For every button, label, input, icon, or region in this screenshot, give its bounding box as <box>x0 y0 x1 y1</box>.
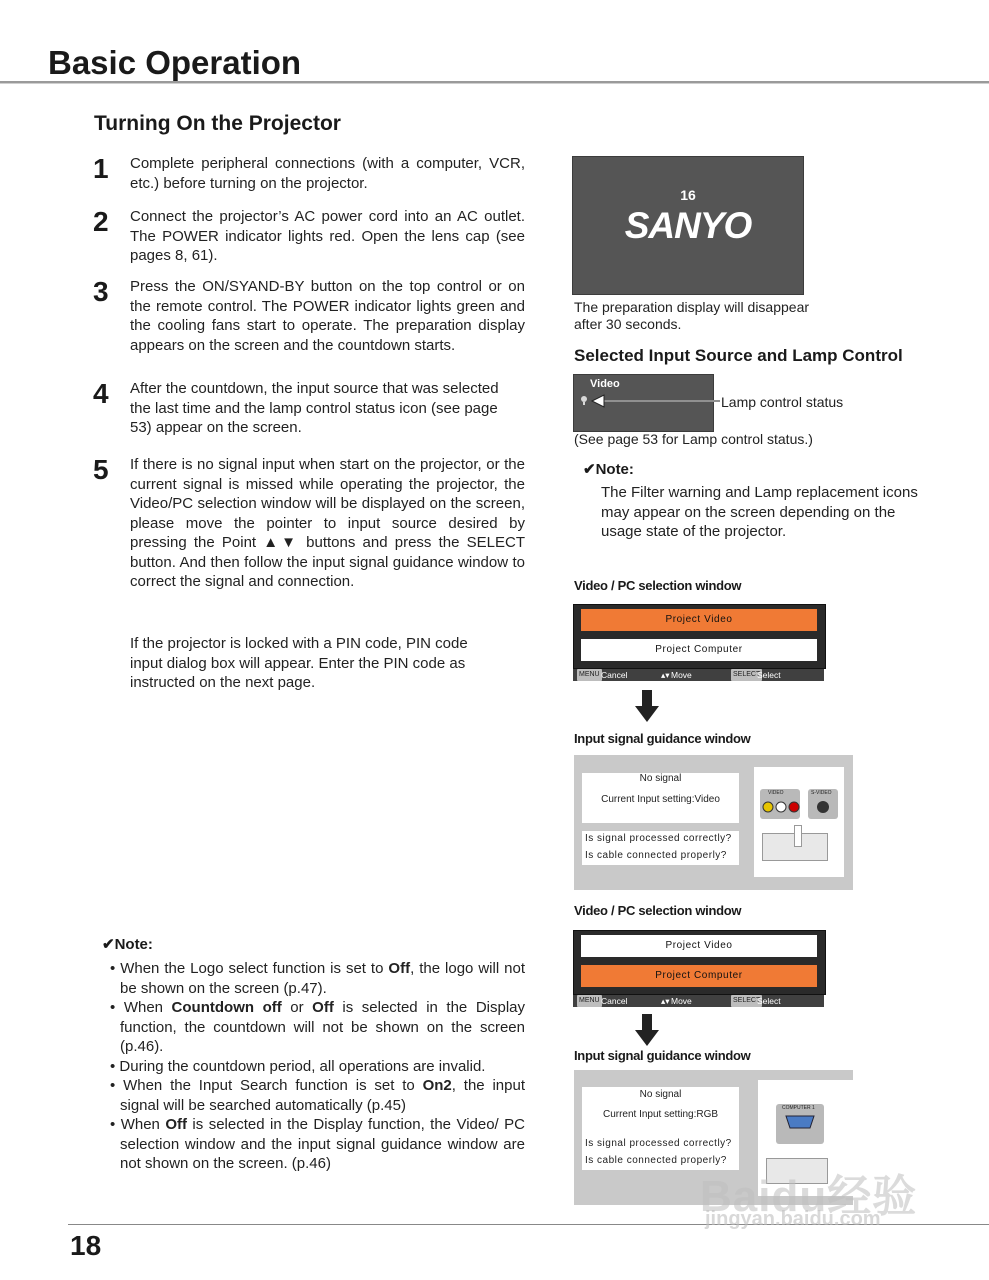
option-project-computer[interactable]: Project Computer <box>581 639 817 661</box>
cancel-hint-2: Cancel <box>601 996 628 1006</box>
av-jack-icon <box>762 799 838 815</box>
svideo-port-label: S-VIDEO <box>811 790 832 796</box>
input-signal-guidance-window-1 <box>574 755 853 890</box>
sanyo-logo: SANYO <box>624 205 752 246</box>
lamp-page-reference: (See page 53 for Lamp control status.) <box>574 431 813 447</box>
note-body-right: The Filter warning and Lamp replacement icons may appear on the screen depending on the usage state of the projector. <box>601 484 918 540</box>
no-signal-text-2: No signal <box>639 1089 682 1100</box>
step-text-4: After the countdown, the input source that was selected the last time and the lamp control status icon (see page 53) appear on the screen. <box>130 380 499 436</box>
input-source-label: Video <box>590 378 620 390</box>
section-title: Turning On the Projector <box>94 112 341 135</box>
updown-icon-2: ▴▾ <box>661 996 670 1006</box>
updown-icon: ▴▾ <box>661 670 670 680</box>
signal-question-box <box>582 831 739 865</box>
menu-key: MENU <box>577 669 602 681</box>
move-hint-2: Move <box>671 996 692 1006</box>
video-pc-selection-window-1 <box>573 604 826 669</box>
note-item-4: • When the Input Search function is set to On2, the input signal will be searched automatically (p.45) <box>110 1077 525 1114</box>
select-hint: Select <box>757 670 781 680</box>
note-item-1: • When the Logo select function is set to Off, the logo will not be shown on the screen (p.47). <box>110 960 525 997</box>
guidance-window-label-1: Input signal guidance window <box>574 731 751 746</box>
select-key-2: SELECT <box>731 995 762 1007</box>
cancel-hint: Cancel <box>601 670 628 680</box>
callout-arrow-icon <box>590 393 722 409</box>
step-number-5: 5 <box>93 454 109 485</box>
baidu-watermark: Baidu经验 <box>700 1172 918 1221</box>
note-item-5: • When Off is selected in the Display function, the Video/ PC selection window and the input signal guidance window are not shown on the screen. (p.46) <box>110 1116 526 1172</box>
question-signal: Is signal processed correctly? <box>585 833 732 844</box>
select-key: SELECT <box>731 669 762 681</box>
current-input-text-2: Current Input setting:RGB <box>602 1109 719 1120</box>
step-number-3: 3 <box>93 276 109 307</box>
lamp-callout-label: Lamp control status <box>721 394 844 410</box>
computer-port-label: COMPUTER 1 <box>782 1105 815 1111</box>
step-text-3: Press the ON/SYAND-BY button on the top control or on the remote control. The POWER indicator lights green and the cooling fans start to operate. The preparation display appears on the screen and the countdown starts. <box>130 278 525 354</box>
step-number-4: 4 <box>93 378 109 409</box>
guidance-window-label-2: Input signal guidance window <box>574 1048 751 1063</box>
signal-status-box-2 <box>582 1087 739 1137</box>
note-heading-right: ✔Note: <box>583 461 634 478</box>
video-connector-illustration <box>754 767 844 877</box>
note-item-3: • During the countdown period, all operations are invalid. <box>110 1057 486 1075</box>
header-rule <box>0 81 989 84</box>
selection-window-label-1: Video / PC selection window <box>574 578 742 593</box>
page-title: Basic Operation <box>48 44 302 81</box>
step-text-5: If there is no signal input when start on the projector, or the current signal is missed while operating the projector, the Video/PC selection window will be displayed on the screen, please move the pointer to input source desired by pressing the Point ▲▼ buttons and press the SELECT button. And then follow the input signal guidance window to correct the signal and connection. <box>130 456 525 590</box>
selection-window-label-2: Video / PC selection window <box>574 903 742 918</box>
countdown-number: 16 <box>680 187 696 203</box>
question-cable-2: Is cable connected properly? <box>585 1155 727 1166</box>
video-pc-selection-window-2 <box>573 930 826 995</box>
step-text-1: Complete peripheral connections (with a computer, VCR, etc.) before turning on the projector. <box>130 155 525 192</box>
menu-key-2: MENU <box>577 995 602 1007</box>
step-text-2: Connect the projector’s AC power cord into an AC outlet. The POWER indicator lights red. Open the lens cap (see pages 8, 61). <box>130 208 525 264</box>
select-hint-2: Select <box>757 996 781 1006</box>
step-number-2: 2 <box>93 206 109 237</box>
option-project-computer-2[interactable]: Project Computer <box>581 965 817 987</box>
option-project-video[interactable]: Project Video <box>581 609 817 631</box>
no-signal-text: No signal <box>639 773 682 784</box>
arrow-down-icon <box>634 690 660 724</box>
note-item-2: • When Countdown off or Off is selected in the Display function, the countdown will not be shown on the screen (p.46). <box>110 999 525 1055</box>
move-hint: Move <box>671 670 692 680</box>
step-number-1: 1 <box>93 153 109 184</box>
selection-window-bar-2 <box>573 995 824 1007</box>
step-text-5-pin: If the projector is locked with a PIN code, PIN code input dialog box will appear. Enter the PIN code as instructed on the next page. <box>130 635 468 691</box>
question-signal-2: Is signal processed correctly? <box>585 1138 732 1149</box>
note-heading-left: ✔Note: <box>102 936 153 953</box>
page-number: 18 <box>70 1230 102 1261</box>
arrow-down-icon <box>634 1014 660 1048</box>
signal-status-box <box>582 773 739 823</box>
baidu-watermark-url: jingyan.baidu.com <box>705 1208 881 1230</box>
selection-window-bar-1 <box>573 669 824 681</box>
preparation-display <box>572 156 804 295</box>
input-source-title: Selected Input Source and Lamp Control <box>574 346 903 365</box>
option-project-video-2[interactable]: Project Video <box>581 935 817 957</box>
question-cable: Is cable connected properly? <box>585 850 727 861</box>
note-list <box>110 959 525 1174</box>
vga-port-icon <box>784 1114 816 1130</box>
current-input-text: Current Input setting:Video <box>601 794 720 805</box>
video-port-label: VIDEO <box>768 790 784 796</box>
preparation-caption: The preparation display will disappear after 30 seconds. <box>574 299 810 332</box>
